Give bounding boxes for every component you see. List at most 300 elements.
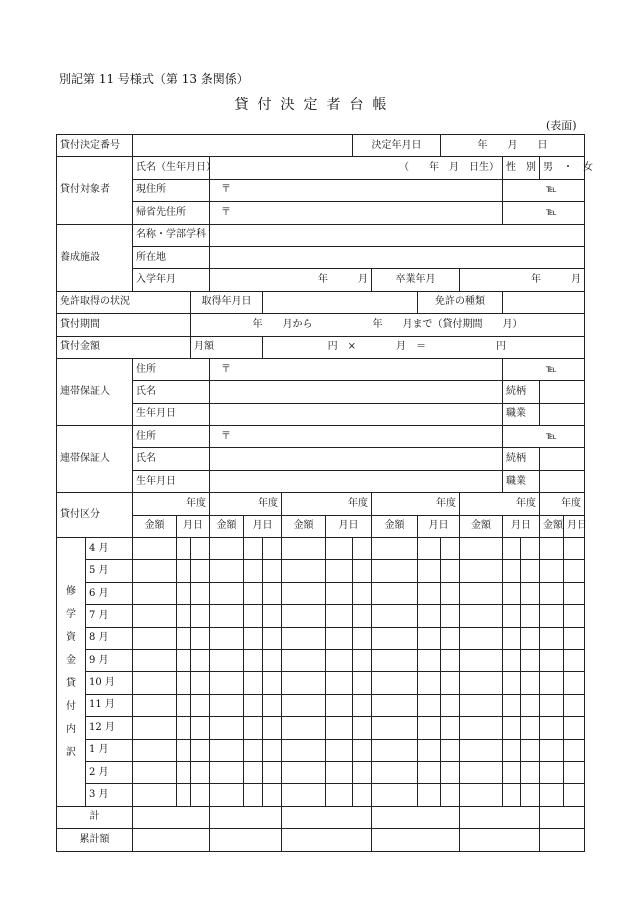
breakdown-cell[interactable] bbox=[540, 582, 564, 604]
breakdown-cell[interactable] bbox=[326, 761, 353, 783]
label-sex: 性 別 bbox=[503, 157, 540, 179]
breakdown-cell[interactable] bbox=[177, 717, 191, 739]
month-row bbox=[57, 717, 585, 739]
cumulative-cell[interactable] bbox=[540, 829, 585, 851]
label-school-name: 名称・学部学科 bbox=[133, 224, 210, 246]
breakdown-cell[interactable] bbox=[372, 739, 418, 761]
breakdown-cell[interactable] bbox=[244, 672, 263, 694]
breakdown-cell[interactable] bbox=[244, 784, 263, 806]
breakdown-cell[interactable] bbox=[460, 784, 503, 806]
breakdown-cell[interactable] bbox=[418, 560, 441, 582]
breakdown-cell[interactable] bbox=[282, 627, 326, 649]
total-cell[interactable] bbox=[540, 806, 585, 828]
breakdown-cell[interactable] bbox=[177, 672, 191, 694]
breakdown-cell[interactable] bbox=[326, 560, 353, 582]
breakdown-cell[interactable] bbox=[133, 582, 177, 604]
breakdown-cell[interactable] bbox=[263, 694, 282, 716]
total-cell[interactable] bbox=[460, 806, 540, 828]
breakdown-cell[interactable] bbox=[282, 784, 326, 806]
breakdown-cell[interactable] bbox=[503, 605, 521, 627]
breakdown-cell[interactable] bbox=[177, 761, 191, 783]
month-row bbox=[57, 605, 585, 627]
label-graduation: 卒業年月 bbox=[372, 269, 460, 291]
breakdown-cell[interactable] bbox=[353, 672, 372, 694]
breakdown-cell[interactable] bbox=[326, 605, 353, 627]
field-loan-amount-calc[interactable]: 円 × 月 ＝ 円 bbox=[263, 336, 585, 358]
fiscal-year-4[interactable]: 年度 bbox=[372, 493, 460, 515]
tel-mark: ℡ bbox=[546, 206, 557, 218]
field-guarantor-1-relationship[interactable] bbox=[540, 381, 585, 403]
breakdown-cell[interactable] bbox=[326, 649, 353, 671]
row-total bbox=[57, 806, 585, 828]
breakdown-cell[interactable] bbox=[191, 784, 210, 806]
month-label: 12 月 bbox=[86, 717, 133, 739]
breakdown-cell[interactable] bbox=[372, 627, 418, 649]
breakdown-cell[interactable] bbox=[191, 694, 210, 716]
breakdown-cell[interactable] bbox=[564, 627, 585, 649]
breakdown-cell[interactable] bbox=[441, 605, 460, 627]
breakdown-cell[interactable] bbox=[503, 694, 521, 716]
total-cell[interactable] bbox=[210, 806, 282, 828]
breakdown-cell[interactable] bbox=[282, 717, 326, 739]
breakdown-cell[interactable] bbox=[564, 649, 585, 671]
breakdown-cell[interactable] bbox=[372, 582, 418, 604]
breakdown-cell[interactable] bbox=[460, 761, 503, 783]
breakdown-cell[interactable] bbox=[503, 761, 521, 783]
breakdown-cell[interactable] bbox=[210, 649, 244, 671]
field-birth-date[interactable]: （ 年 月 日生） bbox=[210, 157, 503, 179]
month-row bbox=[57, 672, 585, 694]
month-row bbox=[57, 784, 585, 806]
breakdown-cell[interactable] bbox=[521, 694, 540, 716]
breakdown-cell[interactable] bbox=[210, 627, 244, 649]
breakdown-cell[interactable] bbox=[177, 538, 191, 560]
breakdown-cell[interactable] bbox=[282, 538, 326, 560]
breakdown-cell[interactable] bbox=[191, 627, 210, 649]
breakdown-cell[interactable] bbox=[133, 560, 177, 582]
breakdown-cell[interactable] bbox=[441, 672, 460, 694]
field-guarantor-2-birth[interactable] bbox=[210, 470, 503, 492]
breakdown-cell[interactable] bbox=[460, 627, 503, 649]
breakdown-cell[interactable] bbox=[564, 560, 585, 582]
field-current-address[interactable] bbox=[210, 179, 503, 201]
field-guarantor-2-relationship[interactable] bbox=[540, 448, 585, 470]
cumulative-cell[interactable] bbox=[133, 829, 210, 851]
field-graduation[interactable]: 年 月 bbox=[460, 269, 585, 291]
label-decision-number: 貸付決定番号 bbox=[57, 135, 133, 157]
breakdown-cell[interactable] bbox=[460, 739, 503, 761]
breakdown-cell[interactable] bbox=[133, 694, 177, 716]
breakdown-cell[interactable] bbox=[353, 717, 372, 739]
breakdown-cell[interactable] bbox=[244, 582, 263, 604]
label-name-birth: 氏名（生年月日） bbox=[133, 157, 210, 179]
breakdown-cell[interactable] bbox=[540, 784, 564, 806]
breakdown-cell[interactable] bbox=[460, 717, 503, 739]
breakdown-cell[interactable] bbox=[282, 582, 326, 604]
breakdown-cell[interactable] bbox=[210, 582, 244, 604]
field-loan-period[interactable]: 年 月から 年 月まで（貸付期間 月） bbox=[191, 314, 585, 336]
postal-mark: 〒 bbox=[221, 430, 231, 442]
breakdown-cell[interactable] bbox=[503, 538, 521, 560]
label-license-status: 免許取得の状況 bbox=[57, 291, 191, 313]
breakdown-cell[interactable] bbox=[564, 761, 585, 783]
breakdown-cell[interactable] bbox=[540, 717, 564, 739]
breakdown-cell[interactable] bbox=[353, 560, 372, 582]
postal-mark: 〒 bbox=[221, 206, 231, 218]
cumulative-cell[interactable] bbox=[372, 829, 460, 851]
field-school-name[interactable] bbox=[210, 224, 585, 246]
row-guarantor1-address bbox=[57, 358, 585, 380]
breakdown-cell[interactable] bbox=[418, 784, 441, 806]
cumulative-cell[interactable] bbox=[282, 829, 372, 851]
breakdown-cell[interactable] bbox=[177, 560, 191, 582]
breakdown-cell[interactable] bbox=[418, 739, 441, 761]
total-cell[interactable] bbox=[372, 806, 460, 828]
breakdown-cell[interactable] bbox=[244, 605, 263, 627]
row-decision-number bbox=[57, 135, 585, 157]
field-return-tel[interactable] bbox=[503, 202, 585, 224]
breakdown-cell[interactable] bbox=[418, 694, 441, 716]
loan-register-form bbox=[56, 134, 593, 852]
fiscal-year-2[interactable]: 年度 bbox=[210, 493, 282, 515]
breakdown-cell[interactable] bbox=[418, 761, 441, 783]
breakdown-cell[interactable] bbox=[244, 717, 263, 739]
label-license-type: 免許の種類 bbox=[418, 291, 503, 313]
breakdown-cell[interactable] bbox=[326, 672, 353, 694]
field-return-address[interactable] bbox=[210, 202, 503, 224]
breakdown-cell[interactable] bbox=[521, 672, 540, 694]
breakdown-cell[interactable] bbox=[263, 649, 282, 671]
breakdown-cell[interactable] bbox=[521, 649, 540, 671]
breakdown-cell[interactable] bbox=[244, 739, 263, 761]
field-current-tel[interactable] bbox=[503, 179, 585, 201]
breakdown-cell[interactable] bbox=[353, 605, 372, 627]
breakdown-cell[interactable] bbox=[540, 739, 564, 761]
field-admission[interactable]: 年 月 bbox=[210, 269, 372, 291]
breakdown-cell[interactable] bbox=[540, 672, 564, 694]
tel-mark: ℡ bbox=[546, 363, 557, 375]
breakdown-cell[interactable] bbox=[372, 672, 418, 694]
breakdown-cell[interactable] bbox=[191, 739, 210, 761]
breakdown-cell[interactable] bbox=[282, 761, 326, 783]
breakdown-cell[interactable] bbox=[353, 784, 372, 806]
breakdown-cell[interactable] bbox=[191, 605, 210, 627]
month-row bbox=[57, 582, 585, 604]
breakdown-cell[interactable] bbox=[133, 627, 177, 649]
breakdown-cell[interactable] bbox=[133, 717, 177, 739]
breakdown-cell[interactable] bbox=[133, 784, 177, 806]
breakdown-cell[interactable] bbox=[244, 538, 263, 560]
breakdown-cell[interactable] bbox=[564, 582, 585, 604]
breakdown-cell[interactable] bbox=[564, 694, 585, 716]
breakdown-cell[interactable] bbox=[263, 784, 282, 806]
row-loan-amount bbox=[57, 336, 585, 358]
breakdown-cell[interactable] bbox=[418, 605, 441, 627]
breakdown-cell[interactable] bbox=[244, 560, 263, 582]
breakdown-cell[interactable] bbox=[503, 582, 521, 604]
breakdown-cell[interactable] bbox=[282, 739, 326, 761]
label-guarantor-2-name: 氏名 bbox=[133, 448, 210, 470]
cumulative-cell[interactable] bbox=[460, 829, 540, 851]
label-guarantor-2-occupation: 職業 bbox=[503, 470, 540, 492]
breakdown-cell[interactable] bbox=[326, 717, 353, 739]
breakdown-cell[interactable] bbox=[133, 605, 177, 627]
breakdown-cell[interactable] bbox=[177, 739, 191, 761]
breakdown-cell[interactable] bbox=[521, 538, 540, 560]
breakdown-cell[interactable] bbox=[191, 560, 210, 582]
breakdown-cell[interactable] bbox=[441, 739, 460, 761]
breakdown-cell[interactable] bbox=[441, 649, 460, 671]
breakdown-cell[interactable] bbox=[326, 582, 353, 604]
breakdown-cell[interactable] bbox=[418, 672, 441, 694]
breakdown-cell[interactable] bbox=[372, 649, 418, 671]
breakdown-cell[interactable] bbox=[282, 672, 326, 694]
breakdown-cell[interactable] bbox=[564, 784, 585, 806]
breakdown-cell[interactable] bbox=[133, 649, 177, 671]
breakdown-cell[interactable] bbox=[503, 784, 521, 806]
field-acquired-date[interactable] bbox=[263, 291, 418, 313]
breakdown-cell[interactable] bbox=[244, 649, 263, 671]
breakdown-cell[interactable] bbox=[210, 784, 244, 806]
label-guarantor-1-relationship: 続柄 bbox=[503, 381, 540, 403]
label-decision-date: 決定年月日 bbox=[353, 135, 441, 157]
col-month-day: 月日 bbox=[244, 515, 282, 537]
breakdown-cell[interactable] bbox=[441, 784, 460, 806]
breakdown-cell[interactable] bbox=[177, 784, 191, 806]
month-label: 7 月 bbox=[86, 605, 133, 627]
breakdown-cell[interactable] bbox=[210, 694, 244, 716]
breakdown-cell[interactable] bbox=[353, 649, 372, 671]
breakdown-cell[interactable] bbox=[460, 694, 503, 716]
breakdown-cell[interactable] bbox=[282, 560, 326, 582]
label-total: 計 bbox=[57, 806, 133, 828]
breakdown-cell[interactable] bbox=[441, 761, 460, 783]
breakdown-cell[interactable] bbox=[503, 627, 521, 649]
breakdown-cell[interactable] bbox=[503, 649, 521, 671]
breakdown-cell[interactable] bbox=[418, 717, 441, 739]
breakdown-cell[interactable] bbox=[418, 582, 441, 604]
breakdown-cell[interactable] bbox=[326, 784, 353, 806]
postal-mark: 〒 bbox=[221, 184, 231, 196]
breakdown-cell[interactable] bbox=[191, 582, 210, 604]
breakdown-cell[interactable] bbox=[133, 538, 177, 560]
field-guarantor-2-name[interactable] bbox=[210, 448, 503, 470]
row-current-address bbox=[57, 179, 585, 201]
breakdown-cell[interactable] bbox=[263, 582, 282, 604]
breakdown-cell[interactable] bbox=[326, 538, 353, 560]
row-guarantor2-name bbox=[57, 448, 585, 470]
fiscal-year-5[interactable]: 年度 bbox=[460, 493, 540, 515]
breakdown-cell[interactable] bbox=[263, 672, 282, 694]
breakdown-cell[interactable] bbox=[191, 538, 210, 560]
breakdown-cell[interactable] bbox=[503, 560, 521, 582]
breakdown-cell[interactable] bbox=[441, 582, 460, 604]
page-title: 貸付決定者台帳 bbox=[234, 97, 396, 113]
breakdown-cell[interactable] bbox=[441, 717, 460, 739]
col-amount: 金額 bbox=[460, 515, 503, 537]
breakdown-cell[interactable] bbox=[521, 761, 540, 783]
breakdown-cell[interactable] bbox=[326, 694, 353, 716]
breakdown-cell[interactable] bbox=[353, 761, 372, 783]
breakdown-cell[interactable] bbox=[177, 582, 191, 604]
breakdown-cell[interactable] bbox=[191, 672, 210, 694]
breakdown-cell[interactable] bbox=[540, 605, 564, 627]
breakdown-cell[interactable] bbox=[372, 761, 418, 783]
cumulative-cell[interactable] bbox=[210, 829, 282, 851]
breakdown-cell[interactable] bbox=[210, 560, 244, 582]
breakdown-cell[interactable] bbox=[521, 739, 540, 761]
breakdown-cell[interactable] bbox=[460, 560, 503, 582]
month-row bbox=[57, 649, 585, 671]
breakdown-cell[interactable] bbox=[418, 649, 441, 671]
col-month-day: 月日 bbox=[503, 515, 540, 537]
field-guarantor-1-tel[interactable] bbox=[503, 358, 585, 380]
breakdown-cell[interactable] bbox=[263, 739, 282, 761]
field-license-type[interactable] bbox=[503, 291, 585, 313]
breakdown-cell[interactable] bbox=[564, 739, 585, 761]
row-borrower-name bbox=[57, 157, 585, 179]
field-guarantor-1-name[interactable] bbox=[210, 381, 503, 403]
field-guarantor-2-tel[interactable] bbox=[503, 426, 585, 448]
breakdown-cell[interactable] bbox=[372, 560, 418, 582]
postal-mark: 〒 bbox=[221, 363, 231, 375]
breakdown-cell[interactable] bbox=[540, 694, 564, 716]
month-label: 3 月 bbox=[86, 784, 133, 806]
breakdown-cell[interactable] bbox=[418, 627, 441, 649]
breakdown-cell[interactable] bbox=[521, 717, 540, 739]
breakdown-cell[interactable] bbox=[353, 582, 372, 604]
breakdown-cell[interactable] bbox=[372, 784, 418, 806]
label-guarantor-2-birth: 生年月日 bbox=[133, 470, 210, 492]
field-decision-date[interactable]: 年 月 日 bbox=[441, 135, 585, 157]
breakdown-cell[interactable] bbox=[133, 672, 177, 694]
breakdown-cell[interactable] bbox=[540, 627, 564, 649]
breakdown-cell[interactable] bbox=[460, 672, 503, 694]
breakdown-cell[interactable] bbox=[282, 649, 326, 671]
breakdown-cell[interactable] bbox=[540, 649, 564, 671]
breakdown-cell[interactable] bbox=[353, 627, 372, 649]
breakdown-cell[interactable] bbox=[503, 739, 521, 761]
breakdown-cell[interactable] bbox=[460, 605, 503, 627]
breakdown-cell[interactable] bbox=[263, 538, 282, 560]
month-label: 8 月 bbox=[86, 627, 133, 649]
breakdown-cell[interactable] bbox=[460, 649, 503, 671]
breakdown-cell[interactable] bbox=[263, 627, 282, 649]
breakdown-cell[interactable] bbox=[263, 717, 282, 739]
breakdown-cell[interactable] bbox=[210, 538, 244, 560]
breakdown-cell[interactable] bbox=[441, 538, 460, 560]
field-guarantor-2-address[interactable] bbox=[210, 426, 503, 448]
breakdown-cell[interactable] bbox=[353, 739, 372, 761]
breakdown-cell[interactable] bbox=[326, 739, 353, 761]
breakdown-cell[interactable] bbox=[177, 627, 191, 649]
breakdown-cell[interactable] bbox=[177, 694, 191, 716]
breakdown-cell[interactable] bbox=[521, 784, 540, 806]
field-guarantor-1-birth[interactable] bbox=[210, 403, 503, 425]
breakdown-cell[interactable] bbox=[441, 560, 460, 582]
field-sex[interactable]: 男 ・ 女 bbox=[540, 157, 585, 179]
label-guarantor-1-birth: 生年月日 bbox=[133, 403, 210, 425]
breakdown-cell[interactable] bbox=[521, 582, 540, 604]
breakdown-cell[interactable] bbox=[133, 739, 177, 761]
breakdown-cell[interactable] bbox=[282, 605, 326, 627]
breakdown-cell[interactable] bbox=[191, 649, 210, 671]
breakdown-cell[interactable] bbox=[503, 717, 521, 739]
breakdown-cell[interactable] bbox=[326, 627, 353, 649]
breakdown-cell[interactable] bbox=[210, 672, 244, 694]
fiscal-year-6[interactable]: 年度 bbox=[540, 493, 585, 515]
breakdown-cell[interactable] bbox=[503, 672, 521, 694]
field-guarantor-1-occupation[interactable] bbox=[540, 403, 585, 425]
fiscal-year-3[interactable]: 年度 bbox=[282, 493, 372, 515]
breakdown-cell[interactable] bbox=[353, 694, 372, 716]
breakdown-cell[interactable] bbox=[564, 605, 585, 627]
field-location[interactable] bbox=[210, 246, 585, 268]
breakdown-cell[interactable] bbox=[564, 672, 585, 694]
breakdown-cell[interactable] bbox=[244, 627, 263, 649]
total-cell[interactable] bbox=[133, 806, 210, 828]
breakdown-cell[interactable] bbox=[372, 538, 418, 560]
field-guarantor-1-address[interactable] bbox=[210, 358, 503, 380]
breakdown-cell[interactable] bbox=[263, 560, 282, 582]
breakdown-cell[interactable] bbox=[460, 582, 503, 604]
total-cell[interactable] bbox=[282, 806, 372, 828]
breakdown-cell[interactable] bbox=[263, 761, 282, 783]
breakdown-cell[interactable] bbox=[418, 538, 441, 560]
breakdown-cell[interactable] bbox=[210, 739, 244, 761]
label-cumulative: 累計額 bbox=[57, 829, 133, 851]
breakdown-cell[interactable] bbox=[210, 605, 244, 627]
breakdown-cell[interactable] bbox=[177, 649, 191, 671]
breakdown-cell[interactable] bbox=[372, 605, 418, 627]
month-label: 6 月 bbox=[86, 582, 133, 604]
breakdown-cell[interactable] bbox=[353, 538, 372, 560]
month-row bbox=[57, 739, 585, 761]
breakdown-cell[interactable] bbox=[540, 560, 564, 582]
field-decision-number[interactable] bbox=[133, 135, 353, 157]
monthly-breakdown bbox=[57, 538, 585, 807]
breakdown-cell[interactable] bbox=[282, 694, 326, 716]
breakdown-cell[interactable] bbox=[521, 605, 540, 627]
breakdown-cell[interactable] bbox=[133, 761, 177, 783]
breakdown-cell[interactable] bbox=[372, 717, 418, 739]
breakdown-cell[interactable] bbox=[564, 538, 585, 560]
month-label: 10 月 bbox=[86, 672, 133, 694]
breakdown-cell[interactable] bbox=[372, 694, 418, 716]
breakdown-cell[interactable] bbox=[191, 717, 210, 739]
breakdown-cell[interactable] bbox=[521, 560, 540, 582]
field-guarantor-2-occupation[interactable] bbox=[540, 470, 585, 492]
breakdown-cell[interactable] bbox=[244, 761, 263, 783]
breakdown-cell[interactable] bbox=[210, 761, 244, 783]
breakdown-cell[interactable] bbox=[521, 627, 540, 649]
breakdown-cell[interactable] bbox=[244, 694, 263, 716]
form-number: 別記第 11 号様式（第 13 条関係） bbox=[59, 72, 249, 86]
breakdown-cell[interactable] bbox=[177, 605, 191, 627]
breakdown-cell[interactable] bbox=[210, 717, 244, 739]
breakdown-cell[interactable] bbox=[441, 627, 460, 649]
breakdown-cell[interactable] bbox=[263, 605, 282, 627]
label-guarantor-1-occupation: 職業 bbox=[503, 403, 540, 425]
label-guarantor-2-address: 住所 bbox=[133, 426, 210, 448]
breakdown-cell[interactable] bbox=[460, 538, 503, 560]
breakdown-cell[interactable] bbox=[540, 538, 564, 560]
fiscal-year-1[interactable]: 年度 bbox=[133, 493, 210, 515]
breakdown-cell[interactable] bbox=[540, 761, 564, 783]
breakdown-cell[interactable] bbox=[564, 717, 585, 739]
breakdown-cell[interactable] bbox=[441, 694, 460, 716]
breakdown-cell[interactable] bbox=[191, 761, 210, 783]
